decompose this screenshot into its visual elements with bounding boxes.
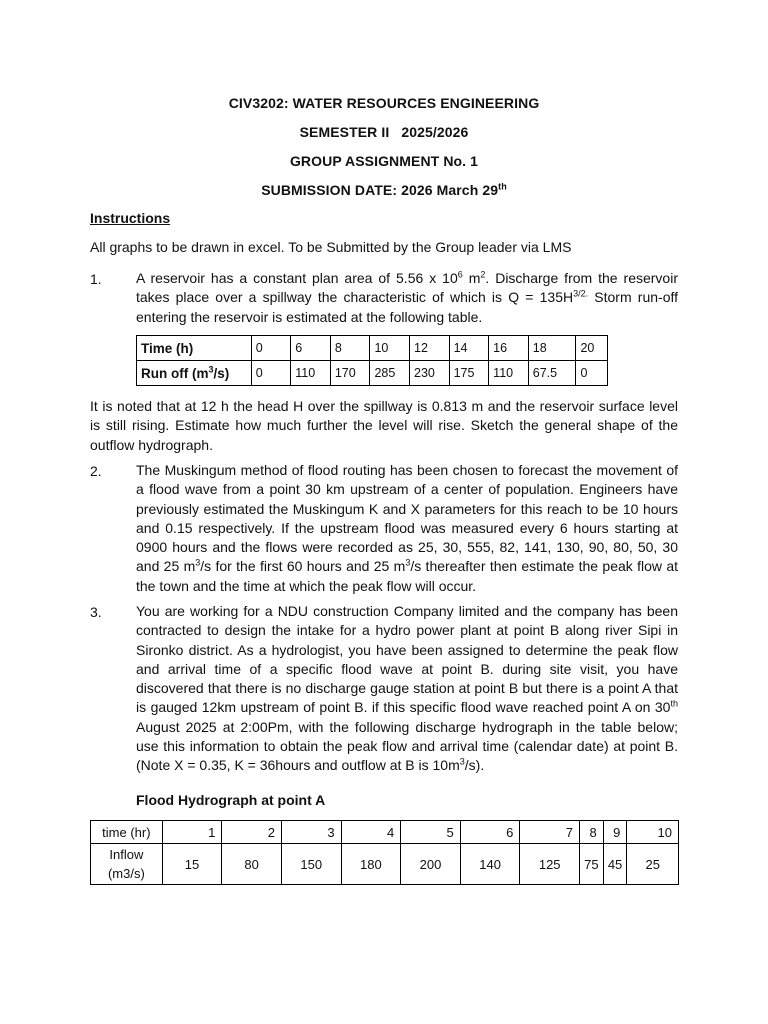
runoff-table-runoff-cell: 175 — [449, 361, 489, 386]
inflow-header-line-2: (m3/s) — [107, 866, 145, 881]
instructions-heading: Instructions — [90, 210, 171, 226]
q1-text-b: m — [462, 270, 481, 286]
question-3-number: 3. — [90, 604, 102, 620]
hydrograph-time-cell: 1 — [162, 821, 222, 844]
runoff-table-time-cell: 6 — [291, 336, 331, 361]
inflow-header-line-1: Inflow — [109, 847, 144, 862]
q1-sup-a: 6 — [457, 269, 463, 280]
flood-hydrograph-caption: Flood Hydrograph at point A — [136, 792, 326, 808]
question-2-number: 2. — [90, 463, 102, 479]
runoff-header-text-b: /s) — [213, 365, 230, 381]
hydrograph-time-cell: 3 — [281, 821, 341, 844]
hydrograph-inflow-cell: 125 — [520, 844, 580, 885]
assignment-title: GROUP ASSIGNMENT No. 1 — [289, 153, 479, 169]
hydrograph-time-cell: 10 — [627, 821, 679, 844]
hydrograph-inflow-cell: 15 — [162, 844, 222, 885]
q1-sup-c: 3/2. — [573, 288, 589, 299]
runoff-header-sup: 3 — [208, 364, 214, 374]
q2-text-b: /s for the first 60 hours and 25 m — [200, 558, 406, 575]
question-1-followup: It is noted that at 12 h the head H over the spillway is 0.813 m and the reservoir surface level is still rising. Estimate how much further the level will rise. Sketch the general shape of the outflow hydrograph. — [90, 398, 678, 453]
hydrograph-inflow-cell: 200 — [401, 844, 461, 885]
question-1-text — [136, 269, 678, 327]
runoff-table-time-cell: 8 — [330, 336, 370, 361]
runoff-table-runoff-row — [137, 361, 608, 386]
q3-sup-b: 3 — [459, 756, 465, 767]
flood-hydrograph-table — [90, 820, 679, 885]
runoff-table-runoff-cell: 0 — [251, 361, 291, 386]
runoff-table-time-row — [137, 336, 608, 361]
course-title: CIV3202: WATER RESOURCES ENGINEERING — [228, 95, 540, 111]
hydrograph-time-cell: 7 — [520, 821, 580, 844]
runoff-table-runoff-cell: 170 — [330, 361, 370, 386]
hydrograph-time-cell: 4 — [341, 821, 401, 844]
q2-sup-a: 3 — [195, 557, 201, 568]
hydrograph-time-cell: 6 — [460, 821, 520, 844]
runoff-table-time-cell: 16 — [489, 336, 529, 361]
hydrograph-inflow-cell: 45 — [603, 844, 627, 885]
hydrograph-time-cell: 9 — [603, 821, 627, 844]
runoff-table — [136, 335, 608, 386]
q3-sup-a: th — [670, 698, 678, 709]
submission-date — [0, 182, 768, 198]
question-1-number: 1. — [90, 271, 102, 287]
q3-text-a: You are working for a NDU construction Company limited and the company has been contracted to design the intake for a hydro power plant at point B along river Sipi in Sironko district. As a hydrologist, you have been assigned to determine the peak flow and arrival time of a specific flood wave at point B. during site visit, you have discovered that there is no discharge gauge station at point B but there is a point A that is gauged 12km upstream of point B. if this specific flood wave reached point A on 30 — [136, 603, 678, 716]
q1-text-d: Storm run-off entering the reservoir is estimated at the following table. — [136, 289, 679, 325]
runoff-table-time-cell: 12 — [410, 336, 450, 361]
submission-date-text: SUBMISSION DATE: 2026 March 29 — [261, 182, 499, 198]
hydrograph-time-cell: 8 — [580, 821, 604, 844]
q1-text-a: A reservoir has a constant plan area of 5.56 x 10 — [136, 270, 458, 286]
hydrograph-time-cell: 5 — [401, 821, 461, 844]
question-3-text — [136, 602, 678, 776]
hydrograph-inflow-cell: 150 — [281, 844, 341, 885]
runoff-header-text-a: Run off (m — [141, 365, 209, 381]
hydrograph-inflow-cell: 180 — [341, 844, 401, 885]
hydrograph-time-cell: 2 — [222, 821, 282, 844]
q3-text-b: August 2025 at 2:00Pm, with the following discharge hydrograph in the table below; use this information to obtain the peak flow and arrival time (calendar date) at point B. (Note X = 0.35, K = 36hours and outflow at B is 10m — [136, 718, 678, 774]
hydrograph-inflow-cell: 25 — [627, 844, 679, 885]
q3-text-c: /s). — [464, 757, 485, 774]
runoff-table-runoff-cell: 285 — [370, 361, 410, 386]
hydrograph-inflow-header — [91, 844, 163, 885]
runoff-table-time-cell: 20 — [576, 336, 608, 361]
runoff-table-runoff-cell: 230 — [410, 361, 450, 386]
hydrograph-inflow-cell: 75 — [580, 844, 604, 885]
runoff-table-time-cell: 18 — [528, 336, 576, 361]
runoff-table-time-cell: 14 — [449, 336, 489, 361]
q2-sup-b: 3 — [405, 557, 411, 568]
q1-text-c: . Discharge from the reservoir takes place over a spillway the characteristic of which is Q = 135H — [136, 270, 678, 306]
hydrograph-time-header: time (hr) — [91, 821, 163, 844]
q1-sup-b: 2 — [480, 269, 486, 280]
q2-text-a: The Muskingum method of flood routing has been chosen to forecast the movement of a flood wave from a point 30 km upstream of a center of population. Engineers have previously estimated the Muskingum K and X parameters for this reach to be 10 hours and 0.15 respectively. If the upstream flood was measured every 6 hours starting at 0900 hours and the flows were recorded as 25, 30, 555, 82, 141, 130, 90, 80, 50, 30 and 25 m — [136, 462, 678, 575]
runoff-table-time-header: Time (h) — [137, 336, 252, 361]
hydrograph-inflow-cell: 80 — [222, 844, 282, 885]
instructions-text: All graphs to be drawn in excel. To be Submitted by the Group leader via LMS — [90, 239, 572, 255]
submission-date-suffix: th — [498, 181, 507, 192]
hydrograph-inflow-row — [91, 844, 679, 885]
runoff-table-runoff-cell: 110 — [291, 361, 331, 386]
hydrograph-inflow-cell: 140 — [460, 844, 520, 885]
runoff-table-time-cell: 10 — [370, 336, 410, 361]
runoff-table-time-cell: 0 — [251, 336, 291, 361]
question-2-text — [136, 461, 678, 596]
runoff-table-runoff-cell: 110 — [489, 361, 529, 386]
hydrograph-time-row — [91, 821, 679, 844]
runoff-table-runoff-cell: 67.5 — [528, 361, 576, 386]
runoff-table-runoff-header — [137, 361, 252, 386]
q2-text-c: /s thereafter then estimate the peak flow at the town and the time at which the peak flow will occur. — [136, 558, 679, 594]
semester-line: SEMESTER II 2025/2026 — [299, 124, 469, 140]
runoff-table-runoff-cell: 0 — [576, 361, 608, 386]
